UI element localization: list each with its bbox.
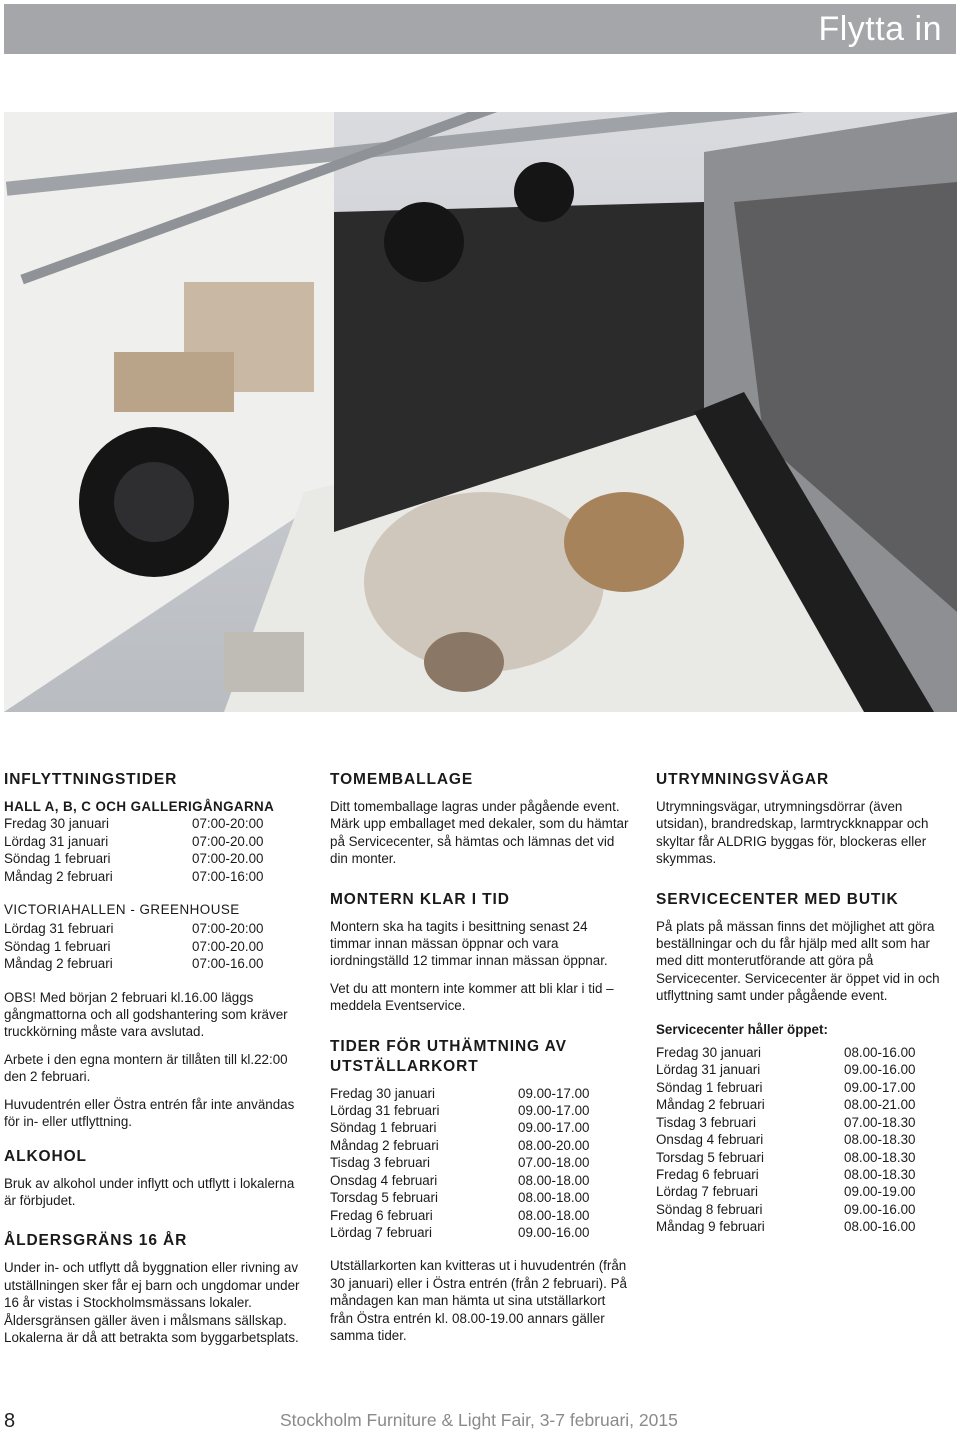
- section-title-utrymning: UTRYMNINGSVÄGAR: [656, 771, 830, 788]
- schedule-row: Måndag 9 februari 08.00-16.00: [656, 1219, 916, 1235]
- schedule-row: Tisdag 3 februari 07.00-18.00: [330, 1155, 590, 1171]
- schedule-row: Måndag 2 februari 07:00-16:00: [4, 868, 264, 884]
- alkohol-text: Bruk av alkohol under inflytt och utflytt i lokalerna är förbjudet.: [4, 1175, 295, 1208]
- exhibition-hall-photo-icon: [4, 112, 957, 712]
- schedule-row: Fredag 6 februari 08.00-18.00: [330, 1207, 590, 1223]
- column-left: [4, 770, 304, 1346]
- schedule-row: Lördag 31 januari 07:00-20.00: [4, 833, 264, 849]
- schedule-row: Måndag 2 februari 08.00-21.00: [656, 1097, 916, 1113]
- section-title-montern: MONTERN KLAR I TID: [330, 890, 510, 908]
- schedule-row: Måndag 2 februari 07:00-16.00: [4, 956, 264, 972]
- tomemballage-text: Ditt tomemballage lagras under pågående event. Märk upp emballaget med dekaler, som du hämtar på Servicecenter, så hämtas och lämnas det vid din monter.: [330, 799, 629, 867]
- tider-note: Utställarkorten kan kvitteras ut i huvudentrén (från 30 januari) eller i Östra entrén (från 2 februari). På måndagen kan man hämta ut sina utställarkort från Östra entrén kl. 08.00-19.00 annars gäller samma tider.: [330, 1258, 627, 1343]
- schedule-row: Torsdag 5 februari 08.00-18.00: [330, 1190, 590, 1206]
- utrymning-text: Utrymningsvägar, utrymningsdörrar (även utsidan), brandredskap, larmtryckknappar och skyltar får ALDRIG byggas för, blockeras eller skymmas.: [656, 799, 929, 867]
- schedule-row: Fredag 30 januari 09.00-17.00: [330, 1085, 590, 1101]
- schedule-row: Söndag 1 februari 07:00-20.00: [4, 851, 264, 867]
- service-schedule: [656, 1044, 956, 1235]
- service-text: På plats på mässan finns det möjlighet att göra beställningar och du får hjälp med allt som har med ditt monterutförande att göra på Servicecenter. Servicecenter är öppet vid in och utflyttning samt under pågående event.: [656, 918, 940, 1004]
- column-middle: [330, 770, 630, 1344]
- schedule-row: Lördag 7 februari 09.00-16.00: [330, 1224, 590, 1240]
- schedule-row: Lördag 31 februari 09.00-17.00: [330, 1103, 590, 1119]
- header-bar: [4, 4, 956, 54]
- schedule-row: Söndag 1 februari 09.00-17.00: [656, 1079, 916, 1095]
- victoria-schedule: [4, 920, 304, 972]
- schedule-row: Torsdag 5 februari 08.00-18.30: [656, 1149, 916, 1165]
- obs-note: OBS! Med början 2 februari kl.16.00 läggs gångmattorna och all godshantering som kräver truckkörning måste vara avslutad.: [4, 989, 288, 1040]
- montern-text-1: Montern ska ha tagits i besittning senast 24 timmar innan mässan öppnar och vara iordningställd 12 timmar innan mässan öppnar.: [330, 918, 608, 969]
- exhibition-hall-photo: [4, 112, 957, 712]
- service-open-heading: Servicecenter håller öppet:: [656, 1021, 828, 1037]
- schedule-row: Fredag 6 februari 08.00-18.30: [656, 1166, 916, 1182]
- hall-heading: HALL A, B, C OCH GALLERIGÅNGARNA: [4, 799, 275, 814]
- hall-schedule: [4, 815, 304, 885]
- schedule-row: Lördag 31 februari 07:00-20:00: [4, 921, 264, 937]
- schedule-row: Onsdag 4 februari 08.00-18.30: [656, 1132, 916, 1148]
- section-title-tomemballage: TOMEMBALLAGE: [330, 771, 474, 788]
- page-title: Flytta in: [818, 10, 942, 48]
- page-number: 8: [4, 1410, 16, 1432]
- schedule-row: Söndag 1 februari 09.00-17.00: [330, 1120, 590, 1136]
- schedule-row: Lördag 7 februari 09.00-19.00: [656, 1184, 916, 1200]
- tider-schedule: [330, 1085, 630, 1242]
- victoria-heading: VICTORIAHALLEN - GREENHOUSE: [4, 902, 240, 918]
- section-title-alder: ÅLDERSGRÄNS 16 ÅR: [4, 1232, 188, 1250]
- section-title-alkohol: ALKOHOL: [4, 1147, 87, 1165]
- huvudentren-note: Huvudentrén eller Östra entrén får inte användas för in- eller utflyttning.: [4, 1096, 295, 1130]
- schedule-row: Lördag 31 januari 09.00-16.00: [656, 1062, 916, 1078]
- column-right: [656, 770, 956, 1236]
- schedule-row: Måndag 2 februari 08.00-20.00: [330, 1137, 590, 1153]
- section-title-tider: TIDER FÖR UTHÄMTNING AV UTSTÄLLARKORT: [330, 1037, 567, 1075]
- schedule-row: Fredag 30 januari 08.00-16.00: [656, 1045, 916, 1061]
- schedule-row: Onsdag 4 februari 08.00-18.00: [330, 1172, 590, 1188]
- alder-text: Under in- och utflytt då byggnation eller rivning av utställningen sker får ej barn och ungdomar under 16 år vistas i Stockholmsmässans lokaler. Åldersgränsen gäller även i målsmans sällskap. Lokalerna är då att betrakta som byggarbetsplats.: [4, 1260, 300, 1345]
- schedule-row: Tisdag 3 februari 07.00-18.30: [656, 1114, 916, 1130]
- footer-event: Stockholm Furniture & Light Fair, 3-7 februari, 2015: [280, 1410, 678, 1430]
- section-title-service: SERVICECENTER MED BUTIK: [656, 890, 899, 908]
- section-title-inflytt: INFLYTTNINGSTIDER: [4, 771, 178, 788]
- montern-text-2: Vet du att montern inte kommer att bli klar i tid – meddela Eventservice.: [330, 980, 614, 1014]
- arbete-note: Arbete i den egna montern är tillåten till kl.22:00 den 2 februari.: [4, 1051, 288, 1085]
- schedule-row: Söndag 1 februari 07:00-20.00: [4, 938, 264, 954]
- schedule-row: Fredag 30 januari 07:00-20:00: [4, 816, 264, 832]
- schedule-row: Söndag 8 februari 09.00-16.00: [656, 1201, 916, 1217]
